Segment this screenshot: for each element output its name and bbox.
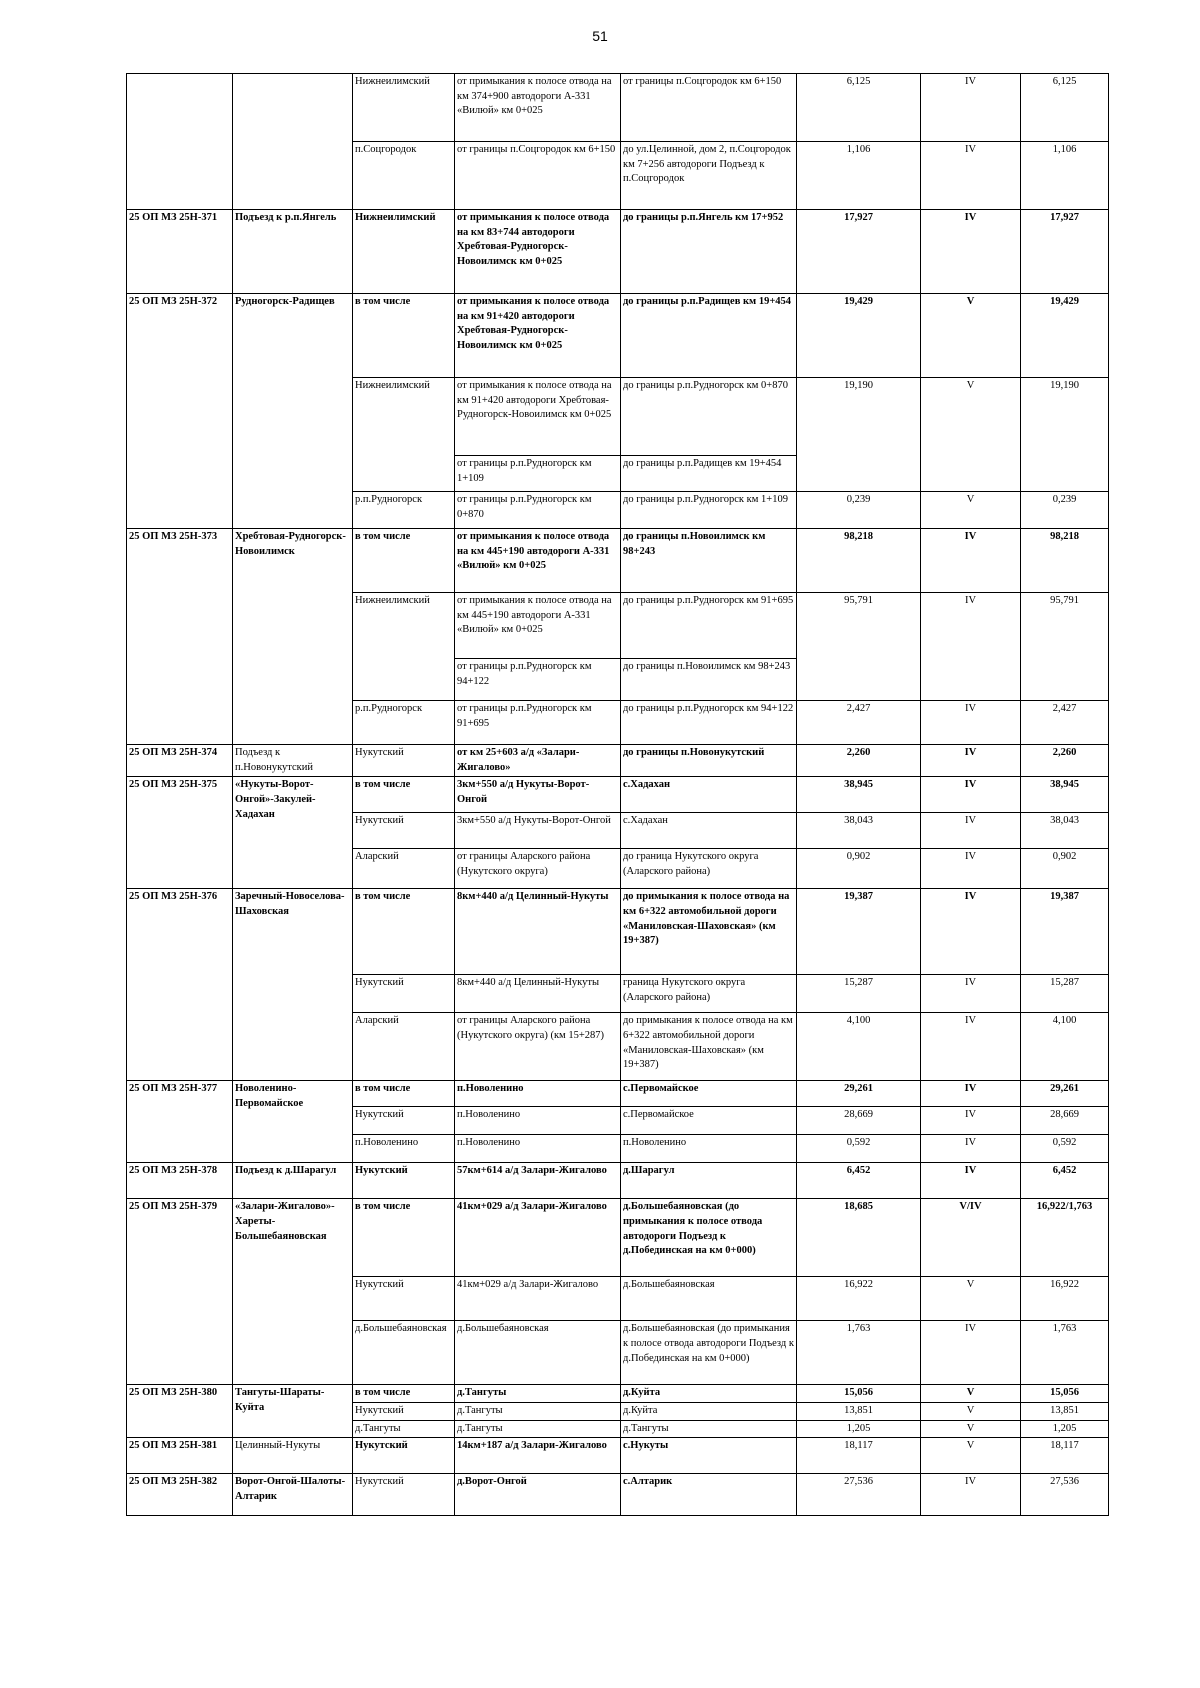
roads-table (126, 73, 1109, 1516)
total-cell: 19,190 (1021, 378, 1109, 492)
district-cell: Нижнеилимский (353, 74, 455, 142)
road-id-cell: 25 ОП МЗ 25Н-376 (127, 889, 233, 1081)
length-cell: 13,851 (797, 1403, 921, 1421)
road-name-cell: Подъезд к п.Новонукутский (233, 745, 353, 777)
length-cell: 2,427 (797, 701, 921, 745)
road-name-cell: «Залари-Жигалово»-Хареты-Большебаяновская (233, 1199, 353, 1385)
start-cell: от границы п.Соцгородок км 6+150 (455, 142, 621, 210)
start-cell: от примыкания к полосе отвода на км 445+190 автодороги А-331 «Вилюй» км 0+025 (455, 529, 621, 593)
road-name-cell: Хребтовая-Рудногорск-Новоилимск (233, 529, 353, 745)
district-cell: Нукутский (353, 975, 455, 1013)
end-cell: до примыкания к полосе отвода на км 6+322 автомобильной дороги «Маниловская-Шаховская» (км 19+387) (621, 1013, 797, 1081)
road-id-cell: 25 ОП МЗ 25Н-371 (127, 210, 233, 294)
category-cell: IV (921, 701, 1021, 745)
start-cell: от примыкания к полосе отвода на км 91+420 автодороги Хребтовая-Рудногорск-Новоилимск км 0+025 (455, 378, 621, 456)
category-cell: IV (921, 975, 1021, 1013)
length-cell: 1,106 (797, 142, 921, 210)
start-cell: 3км+550 а/д Нукуты-Ворот-Онгой (455, 813, 621, 849)
length-cell: 15,056 (797, 1385, 921, 1403)
road-id-cell: 25 ОП МЗ 25Н-373 (127, 529, 233, 745)
district-cell: Нижнеилимский (353, 210, 455, 294)
length-cell: 2,260 (797, 745, 921, 777)
total-cell: 2,260 (1021, 745, 1109, 777)
end-cell: до границы р.п.Рудногорск км 91+695 (621, 593, 797, 659)
start-cell: 57км+614 а/д Залари-Жигалово (455, 1163, 621, 1199)
category-cell: V (921, 1403, 1021, 1421)
end-cell: до границы р.п.Рудногорск км 1+109 (621, 492, 797, 529)
total-cell: 6,452 (1021, 1163, 1109, 1199)
end-cell: до границы п.Новоилимск км 98+243 (621, 659, 797, 701)
table-row (127, 74, 1109, 142)
table-row (127, 889, 1109, 975)
road-name-cell: Целинный-Нукуты (233, 1438, 353, 1474)
table-row (127, 210, 1109, 294)
district-cell: Нукутский (353, 1438, 455, 1474)
table-row (127, 1438, 1109, 1474)
table-row (127, 1385, 1109, 1403)
length-cell: 6,125 (797, 74, 921, 142)
length-cell: 95,791 (797, 593, 921, 701)
length-cell: 0,902 (797, 849, 921, 889)
length-cell: 19,429 (797, 294, 921, 378)
district-cell: в том числе (353, 777, 455, 813)
end-cell: до граница Нукутского округа (Аларского района) (621, 849, 797, 889)
category-cell: V (921, 1385, 1021, 1403)
road-name-cell: «Нукуты-Ворот-Онгой»-Закулей-Хадахан (233, 777, 353, 889)
end-cell: до границы р.п.Рудногорск км 94+122 (621, 701, 797, 745)
road-name-cell: Подъезд к д.Шарагул (233, 1163, 353, 1199)
district-cell: Нукутский (353, 813, 455, 849)
total-cell: 95,791 (1021, 593, 1109, 701)
district-cell: п.Соцгородок (353, 142, 455, 210)
category-cell: IV (921, 777, 1021, 813)
length-cell: 27,536 (797, 1474, 921, 1516)
page-number: 51 (592, 28, 608, 44)
end-cell: с.Нукуты (621, 1438, 797, 1474)
district-cell: в том числе (353, 1385, 455, 1403)
district-cell: р.п.Рудногорск (353, 701, 455, 745)
start-cell: от примыкания к полосе отвода на км 91+420 автодороги Хребтовая-Рудногорск-Новоилимск км 0+025 (455, 294, 621, 378)
category-cell: IV (921, 593, 1021, 701)
start-cell: п.Новоленино (455, 1135, 621, 1163)
table-row (127, 745, 1109, 777)
start-cell: от границы р.п.Рудногорск км 94+122 (455, 659, 621, 701)
road-name-cell: Подъезд к р.п.Янгель (233, 210, 353, 294)
total-cell: 6,125 (1021, 74, 1109, 142)
district-cell: в том числе (353, 529, 455, 593)
total-cell: 15,056 (1021, 1385, 1109, 1403)
start-cell: от примыкания к полосе отвода на км 374+900 автодороги А-331 «Вилюй» км 0+025 (455, 74, 621, 142)
end-cell: до границы р.п.Радищев км 19+454 (621, 294, 797, 378)
length-cell: 29,261 (797, 1081, 921, 1107)
total-cell: 1,205 (1021, 1420, 1109, 1438)
category-cell: V/IV (921, 1199, 1021, 1277)
category-cell: IV (921, 813, 1021, 849)
total-cell: 17,927 (1021, 210, 1109, 294)
total-cell: 29,261 (1021, 1081, 1109, 1107)
length-cell: 17,927 (797, 210, 921, 294)
start-cell: от примыкания к полосе отвода на км 83+744 автодороги Хребтовая-Рудногорск-Новоилимск км 0+025 (455, 210, 621, 294)
length-cell: 38,945 (797, 777, 921, 813)
end-cell: до примыкания к полосе отвода на км 6+322 автомобильной дороги «Маниловская-Шаховская» (км 19+387) (621, 889, 797, 975)
start-cell: п.Новоленино (455, 1081, 621, 1107)
end-cell: п.Новоленино (621, 1135, 797, 1163)
category-cell: V (921, 294, 1021, 378)
table-row (127, 1163, 1109, 1199)
total-cell: 1,106 (1021, 142, 1109, 210)
total-cell: 38,043 (1021, 813, 1109, 849)
category-cell: IV (921, 1107, 1021, 1135)
end-cell: д.Тангуты (621, 1420, 797, 1438)
length-cell: 28,669 (797, 1107, 921, 1135)
road-name-cell: Ворот-Онгой-Шалоты-Алтарик (233, 1474, 353, 1516)
road-name-cell: Тангуты-Шараты-Куйта (233, 1385, 353, 1438)
road-id-cell: 25 ОП МЗ 25Н-382 (127, 1474, 233, 1516)
start-cell: 14км+187 а/д Залари-Жигалово (455, 1438, 621, 1474)
district-cell: Нукутский (353, 1277, 455, 1321)
end-cell: от границы п.Соцгородок км 6+150 (621, 74, 797, 142)
start-cell: п.Новоленино (455, 1107, 621, 1135)
road-id-cell: 25 ОП МЗ 25Н-374 (127, 745, 233, 777)
category-cell: IV (921, 210, 1021, 294)
district-cell: Нижнеилимский (353, 593, 455, 701)
start-cell: д.Ворот-Онгой (455, 1474, 621, 1516)
category-cell: V (921, 1438, 1021, 1474)
length-cell: 0,239 (797, 492, 921, 529)
road-id-cell: 25 ОП МЗ 25Н-381 (127, 1438, 233, 1474)
length-cell: 98,218 (797, 529, 921, 593)
end-cell: д.Шарагул (621, 1163, 797, 1199)
end-cell: с.Алтарик (621, 1474, 797, 1516)
length-cell: 6,452 (797, 1163, 921, 1199)
category-cell: IV (921, 74, 1021, 142)
category-cell: IV (921, 1321, 1021, 1385)
district-cell: п.Новоленино (353, 1135, 455, 1163)
total-cell: 16,922/1,763 (1021, 1199, 1109, 1277)
category-cell: IV (921, 1474, 1021, 1516)
district-cell: Нукутский (353, 1107, 455, 1135)
length-cell: 16,922 (797, 1277, 921, 1321)
road-id-cell: 25 ОП МЗ 25Н-379 (127, 1199, 233, 1385)
total-cell: 0,239 (1021, 492, 1109, 529)
total-cell: 38,945 (1021, 777, 1109, 813)
road-id-cell: 25 ОП МЗ 25Н-377 (127, 1081, 233, 1163)
end-cell: д.Большебаяновская (до примыкания к полосе отвода автодороги Подъезд к д.Побединская на км 0+000) (621, 1321, 797, 1385)
start-cell: 8км+440 а/д Целинный-Нукуты (455, 889, 621, 975)
category-cell: IV (921, 529, 1021, 593)
length-cell: 38,043 (797, 813, 921, 849)
total-cell: 18,117 (1021, 1438, 1109, 1474)
district-cell: в том числе (353, 1199, 455, 1277)
district-cell: д.Тангуты (353, 1420, 455, 1438)
category-cell: IV (921, 1013, 1021, 1081)
end-cell: д.Куйта (621, 1403, 797, 1421)
total-cell: 13,851 (1021, 1403, 1109, 1421)
end-cell: д.Большебаяновская (до примыкания к полосе отвода автодороги Подъезд к д.Побединская на км 0+000) (621, 1199, 797, 1277)
end-cell: до границы р.п.Радищев км 19+454 (621, 456, 797, 492)
end-cell: с.Первомайское (621, 1081, 797, 1107)
total-cell: 19,387 (1021, 889, 1109, 975)
end-cell: с.Первомайское (621, 1107, 797, 1135)
end-cell: с.Хадахан (621, 777, 797, 813)
road-name-cell: Новоленино-Первомайское (233, 1081, 353, 1163)
district-cell: Аларский (353, 849, 455, 889)
end-cell: д.Куйта (621, 1385, 797, 1403)
total-cell: 98,218 (1021, 529, 1109, 593)
end-cell: д.Большебаяновская (621, 1277, 797, 1321)
road-id-cell: 25 ОП МЗ 25Н-380 (127, 1385, 233, 1438)
total-cell: 15,287 (1021, 975, 1109, 1013)
category-cell: IV (921, 849, 1021, 889)
total-cell: 1,763 (1021, 1321, 1109, 1385)
category-cell: V (921, 1277, 1021, 1321)
start-cell: от границы р.п.Рудногорск км 91+695 (455, 701, 621, 745)
table-row (127, 1199, 1109, 1277)
category-cell: V (921, 492, 1021, 529)
road-id-cell: 25 ОП МЗ 25Н-378 (127, 1163, 233, 1199)
start-cell: д.Тангуты (455, 1403, 621, 1421)
district-cell: Нукутский (353, 1474, 455, 1516)
end-cell: до границы п.Новоилимск км 98+243 (621, 529, 797, 593)
total-cell: 28,669 (1021, 1107, 1109, 1135)
end-cell: до границы р.п.Рудногорск км 0+870 (621, 378, 797, 456)
start-cell: 8км+440 а/д Целинный-Нукуты (455, 975, 621, 1013)
length-cell: 15,287 (797, 975, 921, 1013)
total-cell: 0,902 (1021, 849, 1109, 889)
start-cell: 41км+029 а/д Залари-Жигалово (455, 1277, 621, 1321)
total-cell: 16,922 (1021, 1277, 1109, 1321)
length-cell: 19,190 (797, 378, 921, 492)
length-cell: 19,387 (797, 889, 921, 975)
length-cell: 4,100 (797, 1013, 921, 1081)
start-cell: от примыкания к полосе отвода на км 445+190 автодороги А-331 «Вилюй» км 0+025 (455, 593, 621, 659)
road-name-cell: Заречный-Новоселова-Шаховская (233, 889, 353, 1081)
start-cell: от км 25+603 а/д «Залари-Жигалово» (455, 745, 621, 777)
length-cell: 1,763 (797, 1321, 921, 1385)
district-cell: Нижнеилимский (353, 378, 455, 492)
district-cell: Нукутский (353, 1403, 455, 1421)
table-row (127, 1081, 1109, 1107)
end-cell: до ул.Целинной, дом 2, п.Соцгородок км 7+256 автодороги Подъезд к п.Соцгородок (621, 142, 797, 210)
table-row (127, 529, 1109, 593)
category-cell: IV (921, 1163, 1021, 1199)
total-cell: 4,100 (1021, 1013, 1109, 1081)
total-cell: 19,429 (1021, 294, 1109, 378)
category-cell: V (921, 378, 1021, 492)
start-cell: от границы Аларского района (Нукутского округа) (км 15+287) (455, 1013, 621, 1081)
total-cell: 2,427 (1021, 701, 1109, 745)
start-cell: от границы Аларского района (Нукутского округа) (455, 849, 621, 889)
district-cell: в том числе (353, 294, 455, 378)
road-id-cell (127, 74, 233, 210)
total-cell: 0,592 (1021, 1135, 1109, 1163)
start-cell: от границы р.п.Рудногорск км 0+870 (455, 492, 621, 529)
end-cell: до границы п.Новонукутский (621, 745, 797, 777)
category-cell: V (921, 1420, 1021, 1438)
category-cell: IV (921, 889, 1021, 975)
district-cell: р.п.Рудногорск (353, 492, 455, 529)
table-row (127, 1474, 1109, 1516)
length-cell: 0,592 (797, 1135, 921, 1163)
category-cell: IV (921, 1135, 1021, 1163)
end-cell: до границы р.п.Янгель км 17+952 (621, 210, 797, 294)
start-cell: д.Тангуты (455, 1420, 621, 1438)
district-cell: д.Большебаяновская (353, 1321, 455, 1385)
category-cell: IV (921, 745, 1021, 777)
start-cell: 3км+550 а/д Нукуты-Ворот-Онгой (455, 777, 621, 813)
district-cell: в том числе (353, 889, 455, 975)
category-cell: IV (921, 1081, 1021, 1107)
district-cell: Нукутский (353, 745, 455, 777)
start-cell: 41км+029 а/д Залари-Жигалово (455, 1199, 621, 1277)
start-cell: от границы р.п.Рудногорск км 1+109 (455, 456, 621, 492)
district-cell: в том числе (353, 1081, 455, 1107)
district-cell: Нукутский (353, 1163, 455, 1199)
table-row (127, 777, 1109, 813)
road-id-cell: 25 ОП МЗ 25Н-372 (127, 294, 233, 529)
category-cell: IV (921, 142, 1021, 210)
district-cell: Аларский (353, 1013, 455, 1081)
road-name-cell: Рудногорск-Радищев (233, 294, 353, 529)
total-cell: 27,536 (1021, 1474, 1109, 1516)
end-cell: с.Хадахан (621, 813, 797, 849)
length-cell: 1,205 (797, 1420, 921, 1438)
table-row (127, 294, 1109, 378)
length-cell: 18,117 (797, 1438, 921, 1474)
length-cell: 18,685 (797, 1199, 921, 1277)
start-cell: д.Тангуты (455, 1385, 621, 1403)
road-id-cell: 25 ОП МЗ 25Н-375 (127, 777, 233, 889)
start-cell: д.Большебаяновская (455, 1321, 621, 1385)
end-cell: граница Нукутского округа (Аларского района) (621, 975, 797, 1013)
road-name-cell (233, 74, 353, 210)
